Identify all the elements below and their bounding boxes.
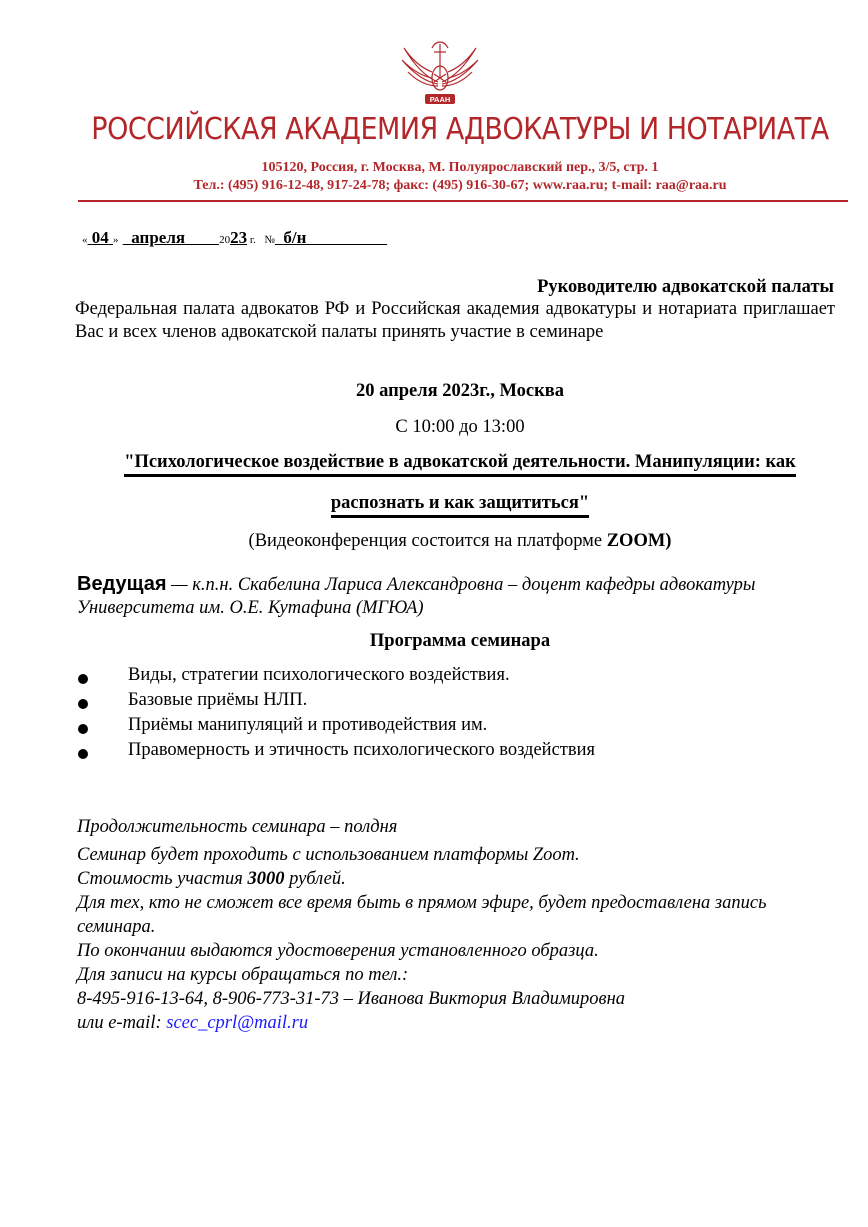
bullet-icon xyxy=(78,674,88,684)
organization-contacts: Тел.: (495) 916-12-48, 917-24-78; факс: (495) 916-30-67; www.raa.ru; t-mail: raa@raa.ru xyxy=(193,178,727,193)
program-item xyxy=(76,689,836,714)
program-item-text: Приёмы манипуляций и противодействия им. xyxy=(128,715,488,735)
seminar-topic-line1-text: "Психологическое воздействие в адвокатской деятельности. Манипуляции: как xyxy=(124,452,796,477)
bullet-icon xyxy=(78,724,88,734)
seminar-topic-line1 xyxy=(40,451,868,474)
logo-text: РААН xyxy=(429,95,451,104)
host-description: — к.п.н. Скабелина Лариса Александровна – доцент кафедры адвокатуры Университета им. О.Е. Кутафина (МГЮА) xyxy=(77,575,756,618)
seminar-topic-line2-text: распознать и как защититься" xyxy=(331,493,589,518)
date-year-prefix: 20 xyxy=(219,234,231,246)
platform-text: Семинар будет проходить с использованием платформы Zoom. xyxy=(77,845,580,865)
date-open-quote: « xyxy=(82,234,88,246)
cost-prefix: Стоимость участия xyxy=(77,869,248,889)
date-close-quote: » xyxy=(113,234,119,246)
addressee: Руководителю адвокатской палаты xyxy=(537,277,834,297)
program-item-text: Виды, стратегии психологического воздействия. xyxy=(128,665,510,685)
organization-name: РОССИЙСКАЯ АКАДЕМИЯ АДВОКАТУРЫ И НОТАРИАТА xyxy=(91,112,829,147)
date-year-suffix: 23 xyxy=(230,228,248,247)
seminar-date-place: 20 апреля 2023г., Москва xyxy=(355,381,565,401)
date-year-abbr: г. xyxy=(249,234,256,246)
program-item-text: Базовые приёмы НЛП. xyxy=(128,690,308,710)
seminar-info xyxy=(77,815,837,1035)
program-item xyxy=(76,714,836,739)
program-item xyxy=(76,739,836,764)
program-list xyxy=(76,664,836,764)
program-title: Программа семинара xyxy=(369,631,551,651)
duration-text: Продолжительность семинара – полдня xyxy=(77,817,398,837)
academy-emblem-logo xyxy=(398,38,482,106)
program-item-text: Правомерность и этичность психологического воздействия xyxy=(128,740,596,760)
contact-intro: Для записи на курсы обращаться по тел.: xyxy=(77,965,409,985)
recording-text: Для тех, кто не сможет все время быть в прямом эфире, будет предоставлена запись семинара. xyxy=(77,893,767,937)
program-item xyxy=(76,664,836,689)
cost-value: 3000 xyxy=(247,869,285,889)
seminar-host xyxy=(77,573,837,620)
email-link[interactable]: scec_cprl@mail.ru xyxy=(166,1013,309,1033)
invitation-text: Федеральная палата адвокатов РФ и Российская академия адвокатуры и нотариата приглашает Вас и всех членов адвокатской палаты принять участие в семинаре xyxy=(75,299,835,342)
date-month: апреля xyxy=(131,228,186,247)
zoom-note-text: (Видеоконференция состоится на платформе xyxy=(248,531,607,551)
zoom-note xyxy=(40,530,868,553)
header-divider xyxy=(78,200,848,202)
letter-number: б/н xyxy=(283,228,307,247)
date-day: 04 xyxy=(91,228,109,247)
contact-email xyxy=(77,1011,837,1035)
bullet-icon xyxy=(78,699,88,709)
certificate-text: По окончании выдаются удостоверения установленного образца. xyxy=(77,941,599,961)
bullet-icon xyxy=(78,749,88,759)
host-label: Ведущая xyxy=(77,573,167,595)
contact-phones: 8-495-916-13-64, 8-906-773-31-73 – Иванова Виктория Владимировна xyxy=(77,989,626,1009)
number-sign: № xyxy=(264,234,275,246)
cost-text xyxy=(77,867,837,891)
organization-address: 105120, Россия, г. Москва, М. Полуярославский пер., 3/5, стр. 1 xyxy=(261,160,659,175)
seminar-time: С 10:00 до 13:00 xyxy=(395,417,525,437)
cost-suffix: рублей. xyxy=(284,869,346,889)
letter-dateline xyxy=(82,228,387,248)
zoom-platform-name: ZOOM) xyxy=(606,531,672,551)
email-prefix: или e-mail: xyxy=(77,1013,167,1033)
seminar-topic-line2 xyxy=(40,492,868,515)
